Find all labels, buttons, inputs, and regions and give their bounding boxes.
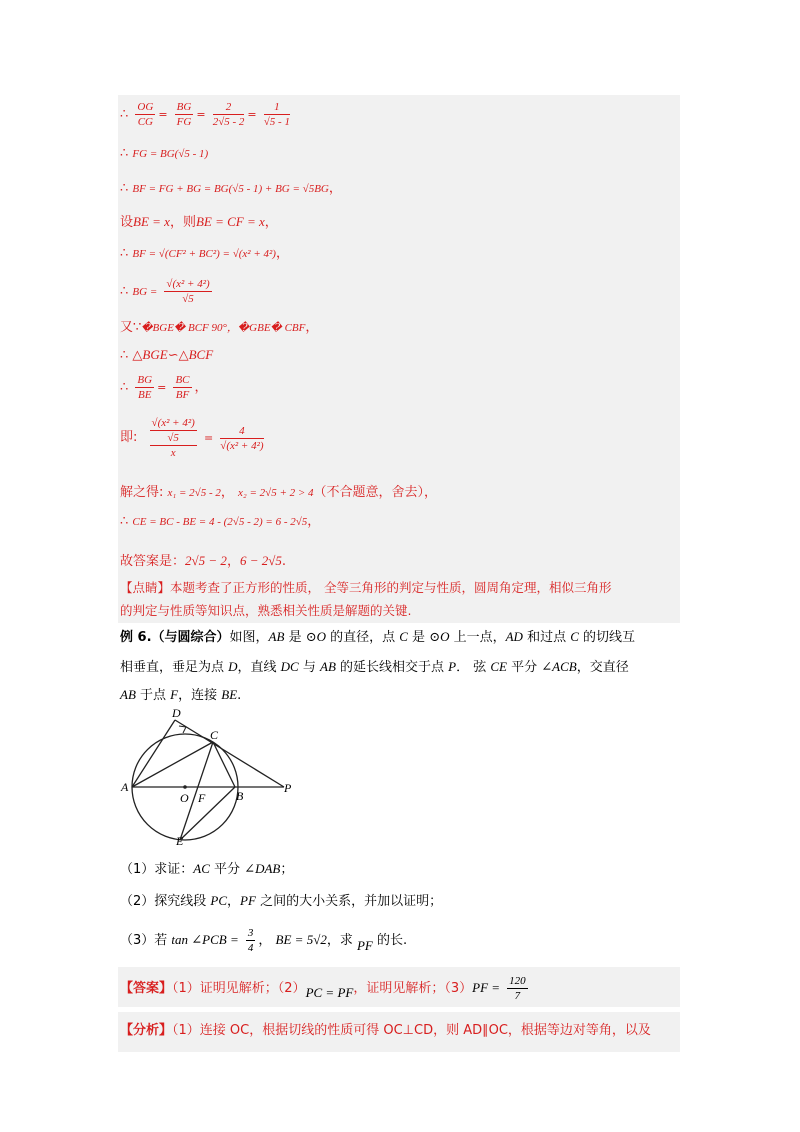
right-angle-mark: [179, 726, 186, 733]
sol-line-10: 即: √(x² + 4²) √5 x = $\frac{4}{\text{√(x² + 4²)}}$: [120, 417, 264, 459]
sol-line-6: ∴ BG = $\frac{\text{√(x² + 4²)}}{√5}$: [120, 278, 210, 305]
circle-figure: [118, 706, 308, 846]
sol-line-5: ∴ BF = √(CF² + BC²) = √(x² + 4²)，: [120, 246, 289, 261]
comment-line-1: 【点睛】本题考查了正方形的性质， 全等三角形的判定与性质，圆周角定理，相似三角形: [120, 580, 612, 595]
sol-line-11: 解之得: x₁ = 2√5 - 2， x₂ = 2√5 + 2 > 4（不合题意，舍去），: [120, 485, 438, 500]
segment-ac: [132, 742, 213, 787]
sol-line-12: ∴ CE = BC - BE = 4 - (2√5 - 2) = 6 - 2√5，: [120, 514, 321, 529]
example-line-2: 相垂直，垂足为点 D，直线 DC 与 AB 的延长线相交于点 P． 弦 CE 平分 ∠ACB，交直径: [120, 659, 629, 675]
segment-ad: [132, 720, 175, 787]
sol-line-2: ∴ FG = BG(√5 - 1): [120, 146, 209, 161]
label-A: A: [121, 780, 129, 794]
sol-line-8: ∴ △BGE∽△BCF: [120, 347, 214, 363]
sol-line-1: ∴ $\frac{OG}{CG}$ = $\frac{BG}{FG}$ = $\frac{2}{2√5 - 2}$ = $\frac{1}{√5 - 1}$: [120, 101, 290, 128]
sol-line-4: 设BE = x，则BE = CF = x，: [120, 214, 278, 230]
analysis-line: 【分析】（1）连接 OC，根据切线的性质可得 OC⊥CD，则 AD∥OC，根据等边对等角，以及: [120, 1023, 651, 1038]
label-O: O: [180, 791, 189, 805]
label-E: E: [176, 834, 184, 846]
center-point: [183, 785, 187, 789]
label-C: C: [210, 728, 219, 742]
segment-cb: [213, 742, 235, 787]
label-D: D: [172, 706, 181, 720]
sol-line-3: ∴ BF = FG + BG = BG(√5 - 1) + BG = √5BG，: [120, 181, 342, 196]
example-line-3: AB 于点 F，连接 BE.: [120, 687, 242, 703]
sol-line-13: 故答案是：2√5 − 2，6 − 2√5.: [120, 553, 287, 569]
question-2: （2）探究线段 PC，PF 之间的大小关系，并加以证明；: [120, 893, 443, 909]
example-line-1: 例 6.（与圆综合）如图，AB 是 ⊙O 的直径，点 C 是 ⊙O 上一点，AD 和过点 C 的切线互: [120, 629, 636, 645]
label-P: P: [284, 781, 292, 795]
sol-line-7: 又∵�BGE� BCF 90°，�GBE� CBF，: [120, 320, 319, 335]
question-3: （3）若 tan ∠PCB = $\frac{3}{4}$ ， BE = 5√2，求 PF 的长.: [120, 927, 408, 954]
answer-line: 【答案】（1）证明见解析；（2）PC = PF，证明见解析；（3）PF = $\frac{120}{7}$: [120, 975, 526, 1002]
sol-line-9: ∴ $\frac{BG}{BE}$ = $\frac{BC}{BF}$ ，: [120, 374, 208, 401]
comment-line-2: 的判定与性质等知识点，熟悉相关性质是解题的关键.: [120, 603, 412, 618]
label-F: F: [198, 791, 206, 805]
label-B: B: [236, 789, 244, 803]
question-1: （1）求证：AC 平分 ∠DAB；: [120, 861, 294, 877]
